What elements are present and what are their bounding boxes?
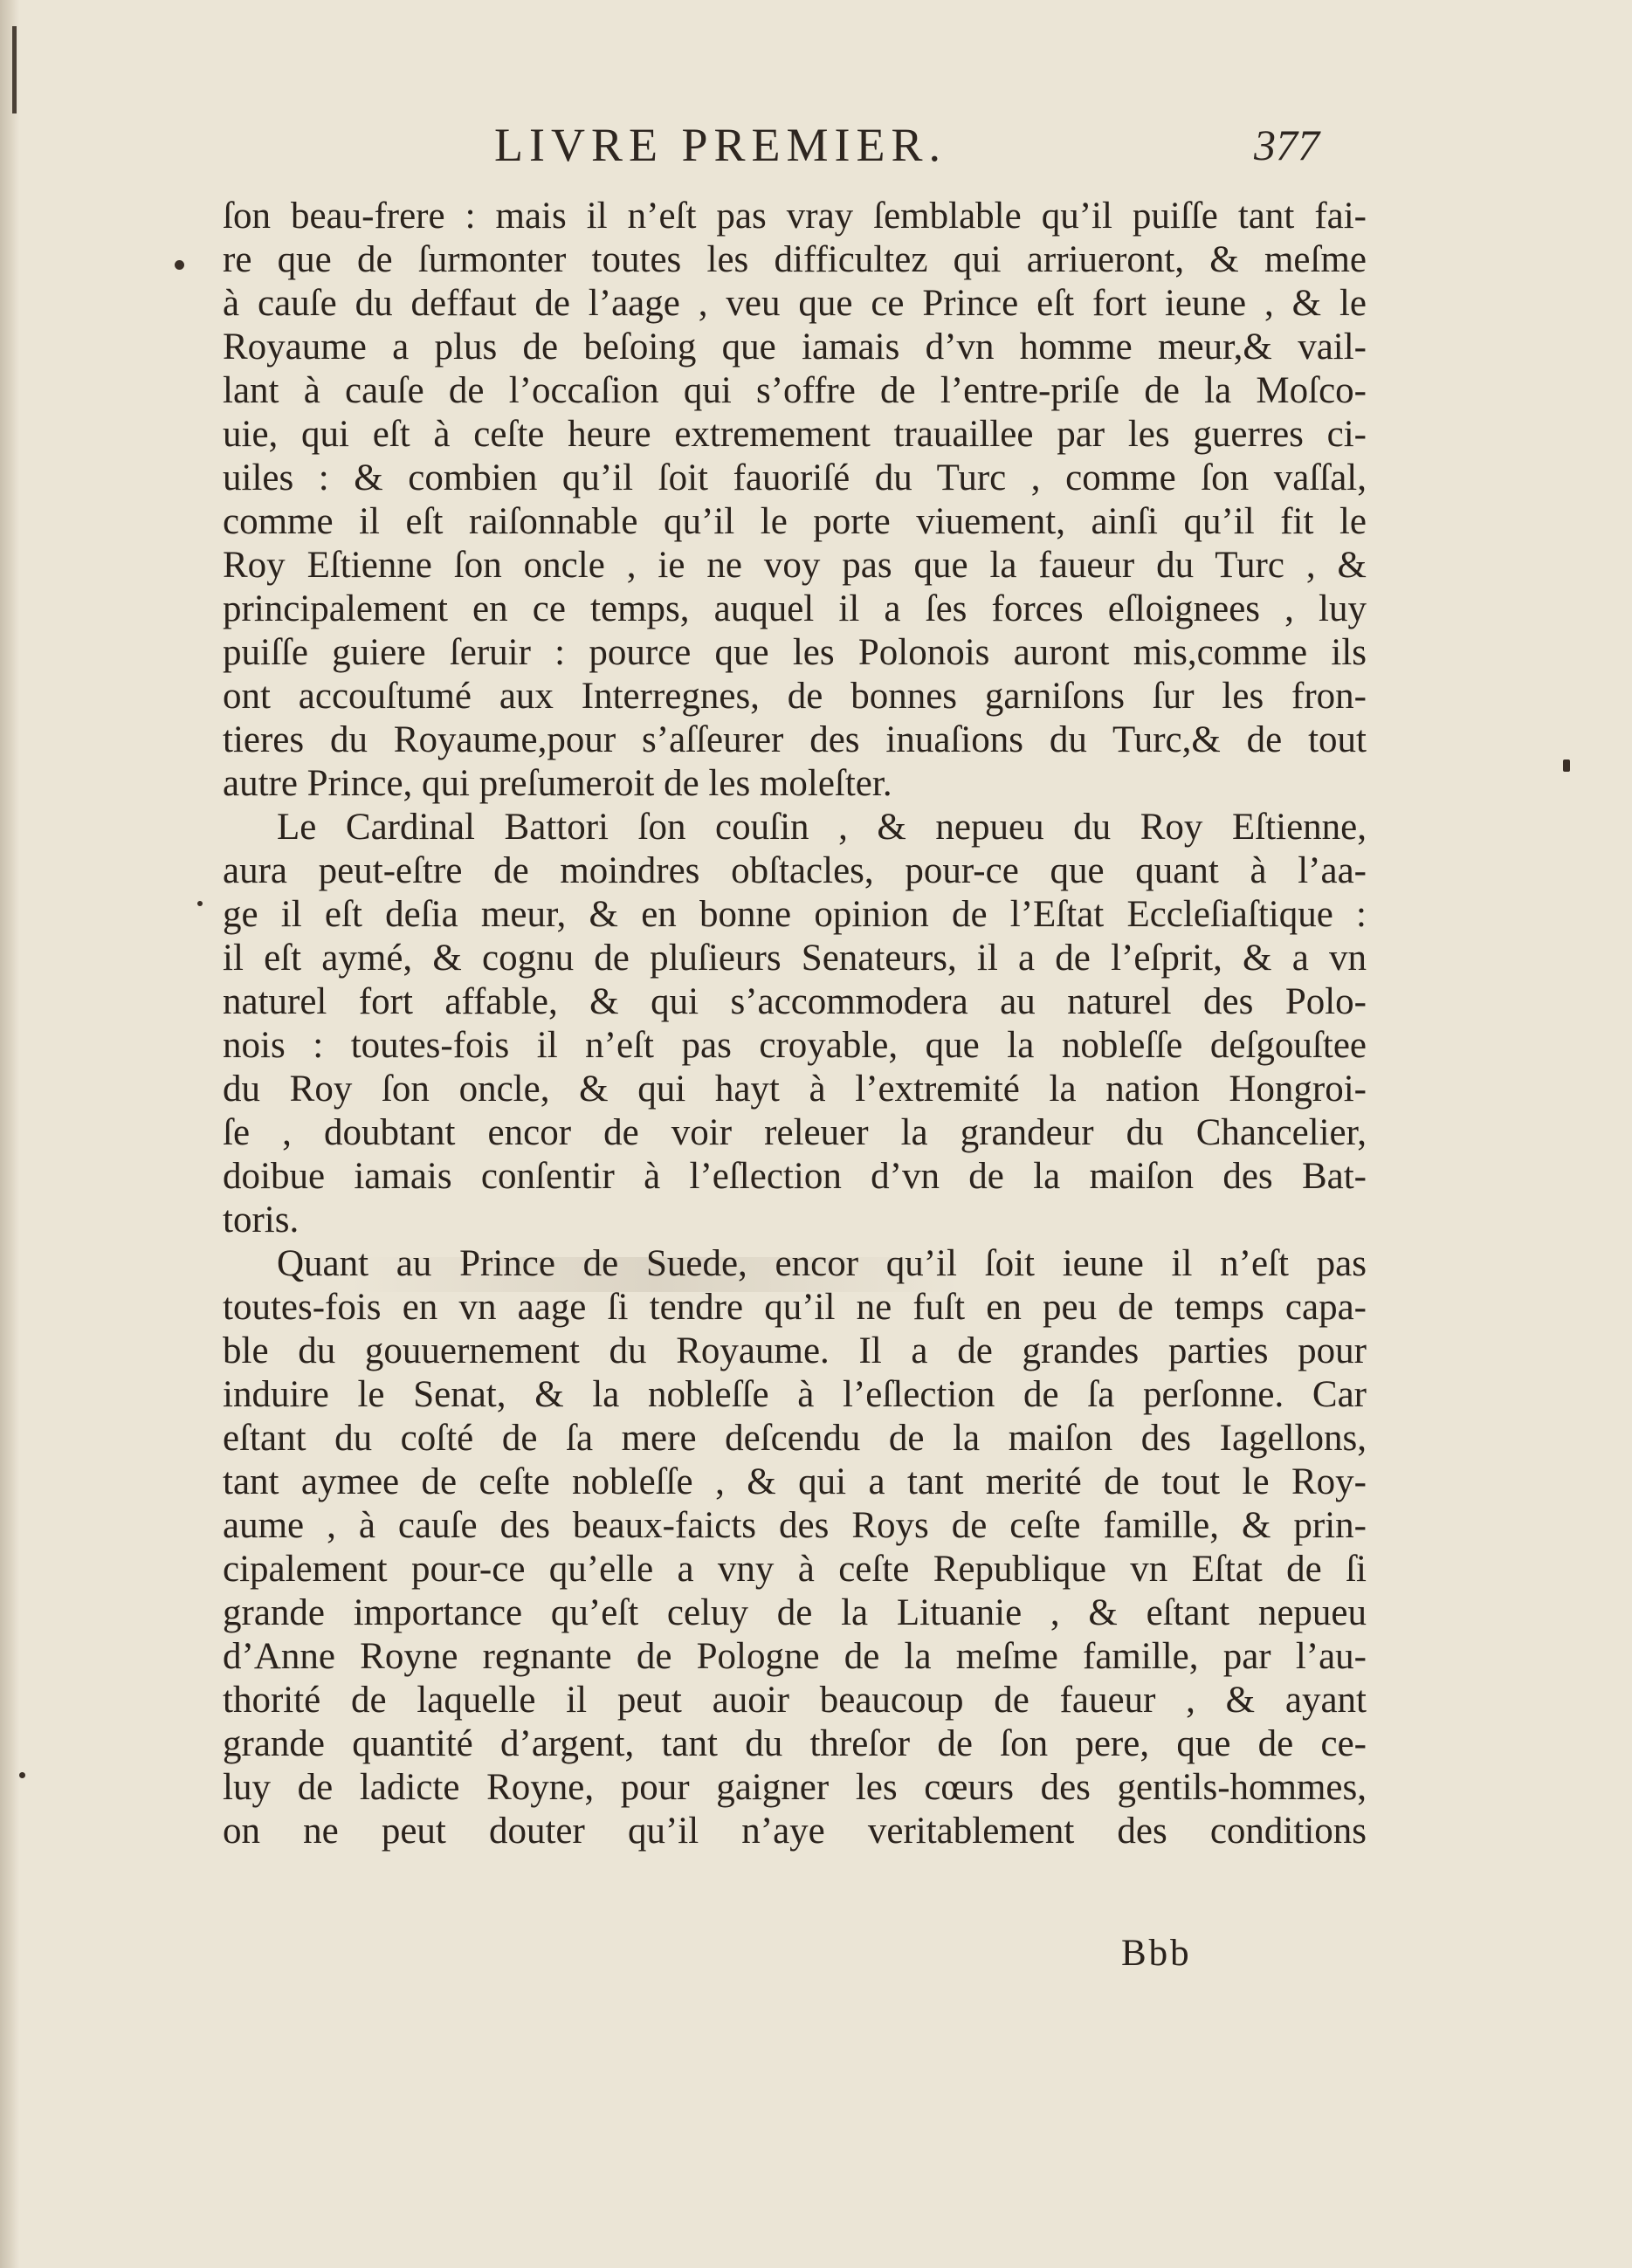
text-line: thorité de laquelle il peut auoir beaucoup de faueur , & ayant	[223, 1680, 1367, 1721]
page-header	[0, 118, 1632, 188]
text-line: uiles : & combien qu’il ſoit fauoriſé du Turc , comme ſon vaſſal,	[223, 457, 1367, 498]
text-line: autre Prince, qui preſumeroit de les moleſter.	[223, 763, 892, 804]
text-line: aume , à cauſe des beaux-faicts des Roys de ceſte famille, & prin-	[223, 1505, 1367, 1546]
text-line: doibue iamais conſentir à l’eſlection d’vn de la maiſon des Bat-	[223, 1156, 1367, 1197]
ink-speck	[19, 1772, 25, 1778]
text-line: on ne peut douter qu’il n’aye veritablement des conditions	[223, 1811, 1367, 1852]
text-line: comme il eſt raiſonnable qu’il le porte viuement, ainſi qu’il fit le	[223, 501, 1367, 542]
signature-mark: Bbb	[1121, 1933, 1192, 1974]
text-line: naturel fort affable, & qui s’accommodera au naturel des Polo-	[223, 981, 1367, 1022]
text-line: lant à cauſe de l’occaſion qui s’offre de l’entre-priſe de la Moſco-	[223, 370, 1367, 411]
text-line: induire le Senat, & la nobleſſe à l’eſlection de ſa perſonne. Car	[223, 1374, 1367, 1415]
text-line: ble du gouuernement du Royaume. Il a de grandes parties pour	[223, 1330, 1367, 1371]
text-line: d’Anne Royne regnante de Pologne de la meſme famille, par l’au-	[223, 1636, 1367, 1677]
text-line: eſtant du coſté de ſa mere deſcendu de la maiſon des Iagellons,	[223, 1418, 1367, 1459]
binding-mark	[12, 26, 17, 113]
text-line: uie, qui eſt à ceſte heure extremement trauaillee par les guerres ci-	[223, 414, 1367, 455]
text-line: ſon beau-frere : mais il n’eſt pas vray ſemblable qu’il puiſſe tant fai-	[223, 196, 1367, 237]
text-line: re que de ſurmonter toutes les difficultez qui arriueront, & meſme	[223, 239, 1367, 280]
text-line: grande importance qu’eſt celuy de la Lituanie , & eſtant nepueu	[223, 1592, 1367, 1633]
text-line: Royaume a plus de beſoing que iamais d’vn homme meur,& vail-	[223, 326, 1367, 368]
text-line: ſe , doubtant encor de voir releuer la grandeur du Chancelier,	[223, 1112, 1367, 1153]
body-text	[223, 195, 1367, 1853]
text-line: puiſſe guiere ſeruir : pource que les Polonois auront mis,comme ils	[223, 632, 1367, 673]
text-line: ge il eſt deſia meur, & en bonne opinion de l’Eſtat Eccleſiaſtique :	[223, 894, 1367, 935]
text-line: principalement en ce temps, auquel il a ſes forces eſloignees , luy	[223, 588, 1367, 629]
text-line: toris.	[223, 1199, 300, 1241]
running-head: LIVRE PREMIER.	[494, 119, 947, 171]
text-line: tieres du Royaume,pour s’aſſeurer des inuaſions du Turc,& de tout	[223, 719, 1367, 760]
text-line: aura peut-eſtre de moindres obſtacles, pour-ce que quant à l’aa-	[223, 850, 1367, 891]
ink-speck	[197, 901, 203, 906]
page-gutter-shadow	[0, 0, 19, 2268]
ink-speck	[1563, 759, 1570, 772]
text-line: il eſt aymé, & cognu de pluſieurs Senateurs, il a de l’eſprit, & a vn	[223, 938, 1367, 979]
ink-speck	[175, 260, 184, 270]
text-line: du Roy ſon oncle, & qui hayt à l’extremité la nation Hongroi-	[223, 1069, 1367, 1110]
text-line: Roy Eſtienne ſon oncle , ie ne voy pas que la faueur du Turc , &	[223, 545, 1367, 586]
text-line: à cauſe du deffaut de l’aage , veu que ce Prince eſt fort ieune , & le	[223, 283, 1367, 324]
text-line: grande quantité d’argent, tant du threſor de ſon pere, que de ce-	[223, 1723, 1367, 1764]
page-number: 377	[1254, 120, 1319, 169]
text-line: tant aymee de ceſte nobleſſe , & qui a tant merité de tout le Roy-	[223, 1461, 1367, 1502]
paragraph-start-line: Le Cardinal Battori ſon couſin , & nepueu du Roy Eſtienne,	[277, 807, 1367, 848]
text-line: ont accouſtumé aux Interregnes, de bonnes garniſons ſur les fron-	[223, 676, 1367, 717]
paragraph-start-line: Quant au Prince de Suede, encor qu’il ſoit ieune il n’eſt pas	[277, 1243, 1367, 1284]
text-line: nois : toutes-fois il n’eſt pas croyable, que la nobleſſe deſgouſtee	[223, 1025, 1367, 1066]
text-line: toutes-fois en vn aage ſi tendre qu’il ne fuſt en peu de temps capa-	[223, 1287, 1367, 1328]
text-line: cipalement pour-ce qu’elle a vny à ceſte Republique vn Eſtat de ſi	[223, 1549, 1367, 1590]
text-line: luy de ladicte Royne, pour gaigner les cœurs des gentils-hommes,	[223, 1767, 1367, 1808]
